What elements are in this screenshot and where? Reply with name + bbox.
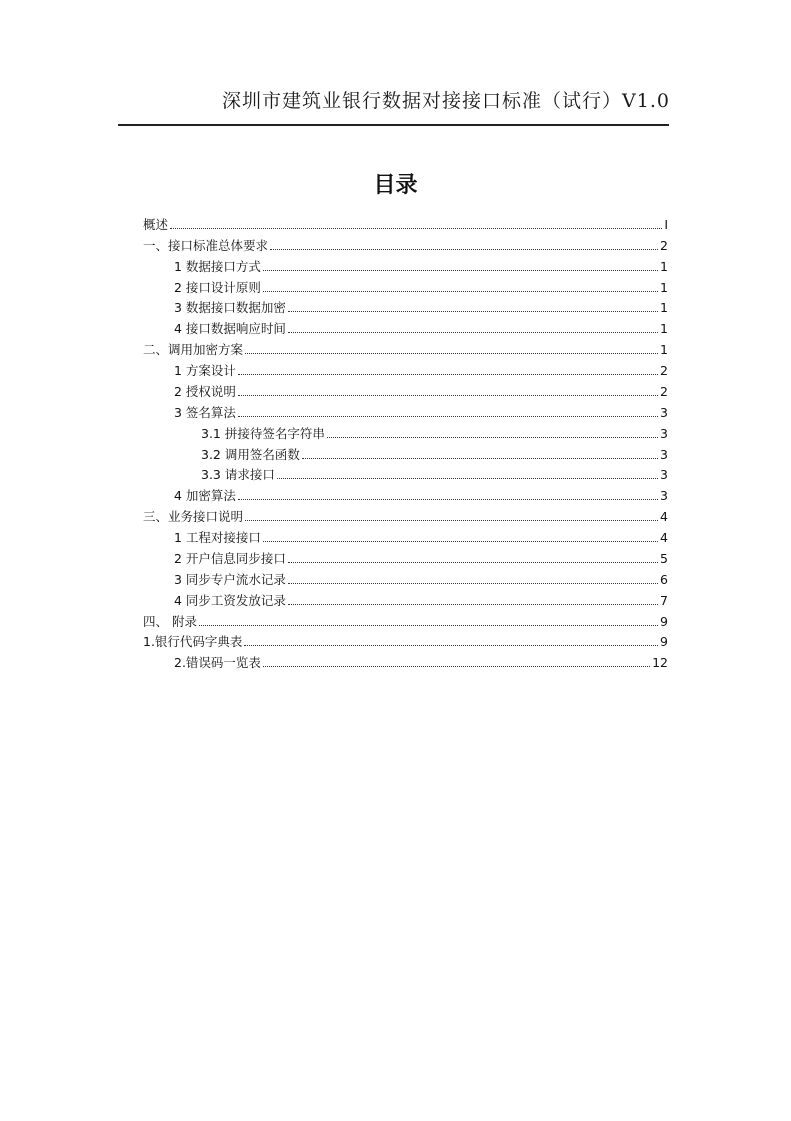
toc-entry-label: 4 接口数据响应时间 (174, 321, 286, 337)
toc-entry-label: 1 方案设计 (174, 363, 236, 378)
toc-entry[interactable] (143, 588, 668, 609)
toc-entry-page-number: 2 (660, 237, 668, 253)
toc-entry-page-number: 3 (660, 446, 668, 462)
toc-entry[interactable] (143, 296, 668, 317)
toc-entry-label: 2.错误码一览表 (174, 655, 261, 671)
toc-dot-leader (288, 562, 658, 563)
toc-entry[interactable] (143, 650, 668, 671)
toc-entry[interactable] (143, 442, 668, 463)
toc-entry-page-number: 3 (660, 467, 668, 483)
toc-entry-label: 1.银行代码字典表 (143, 634, 243, 650)
toc-entry-page-number: 1 (660, 258, 668, 274)
toc-entry-label: 3.3 请求接口 (201, 467, 275, 483)
toc-entry-label: 概述 (143, 216, 169, 232)
toc-entry-page-number: 3 (660, 404, 668, 420)
toc-entry-page-number: 3 (660, 425, 668, 441)
toc-dot-leader (245, 520, 658, 521)
toc-dot-leader (244, 645, 658, 646)
toc-dot-leader (277, 478, 658, 479)
toc-entry[interactable] (143, 358, 668, 379)
toc-entry-page-number: 5 (660, 550, 668, 566)
toc-entry[interactable] (143, 212, 668, 233)
toc-entry[interactable] (143, 546, 668, 567)
toc-entry-page-number: 7 (660, 592, 668, 608)
toc-entry-label: 一、接口标准总体要求 (143, 237, 269, 253)
toc-entry-page-number: 4 (660, 530, 668, 545)
toc-entry-page-number: 1 (660, 300, 668, 316)
toc-entry-label: 3 同步专户流水记录 (174, 571, 286, 587)
toc-entry-page-number: 9 (660, 613, 668, 629)
toc-entry[interactable] (143, 337, 668, 358)
toc-entry[interactable] (143, 254, 668, 275)
toc-dot-leader (245, 353, 658, 354)
toc-entry-page-number: 6 (660, 571, 668, 587)
toc-entry[interactable] (143, 525, 668, 546)
toc-entry[interactable] (143, 504, 668, 525)
toc-entry-label: 3.1 拼接待签名字符串 (201, 425, 325, 441)
toc-entry-page-number: 2 (660, 363, 668, 378)
toc-entry-page-number: 9 (660, 634, 668, 650)
toc-entry[interactable] (143, 463, 668, 484)
toc-entry[interactable] (143, 630, 668, 651)
toc-dot-leader (263, 270, 658, 271)
toc-dot-leader (288, 332, 658, 333)
toc-entry-page-number: 1 (660, 342, 668, 358)
toc-dot-leader (238, 416, 658, 417)
toc-dot-leader (288, 311, 658, 312)
toc-title: 目录 (373, 173, 418, 198)
document-header-title: 深圳市建筑业银行数据对接接口标准（试行）V1.0 (222, 90, 670, 112)
toc-entry-page-number: 1 (660, 279, 668, 295)
toc-entry-page-number: 12 (652, 655, 668, 671)
toc-dot-leader (263, 291, 658, 292)
toc-entry[interactable] (143, 379, 668, 400)
toc-entry[interactable] (143, 567, 668, 588)
toc-entry-label: 1 工程对接接口 (174, 530, 261, 545)
header-rule (118, 124, 669, 126)
toc-entry-label: 2 接口设计原则 (174, 279, 261, 295)
toc-dot-leader (270, 249, 658, 250)
toc-entry-label: 3 数据接口数据加密 (174, 300, 286, 316)
toc-entry-label: 2 开户信息同步接口 (174, 550, 286, 566)
toc-entry[interactable] (143, 609, 668, 630)
toc-entry-page-number: 2 (660, 383, 668, 399)
toc-entry[interactable] (143, 400, 668, 421)
toc-entry-label: 3.2 调用签名函数 (201, 446, 300, 462)
toc-entry[interactable] (143, 421, 668, 442)
toc-dot-leader (327, 437, 658, 438)
toc-dot-leader (302, 458, 658, 459)
toc-dot-leader (288, 583, 658, 584)
toc-dot-leader (263, 541, 658, 542)
toc-entry[interactable] (143, 233, 668, 254)
toc-entry-page-number: 1 (660, 321, 668, 337)
toc-dot-leader (238, 395, 658, 396)
toc-entry[interactable] (143, 316, 668, 337)
toc-entry-page-number: 3 (660, 488, 668, 504)
toc-dot-leader (238, 499, 658, 500)
toc-entry[interactable] (143, 275, 668, 296)
toc-dot-leader (238, 374, 658, 375)
toc-entry-label: 3 签名算法 (174, 404, 236, 420)
toc-entry-label: 2 授权说明 (174, 383, 236, 399)
toc-entry-label: 4 加密算法 (174, 488, 236, 504)
table-of-contents (143, 212, 668, 671)
toc-entry-label: 二、调用加密方案 (143, 342, 244, 358)
toc-dot-leader (199, 625, 658, 626)
toc-entry[interactable] (143, 483, 668, 504)
toc-entry-page-number: 4 (660, 509, 668, 525)
toc-entry-label: 三、业务接口说明 (143, 509, 244, 525)
toc-dot-leader (170, 228, 662, 229)
toc-entry-page-number: I (664, 216, 668, 232)
toc-entry-label: 4 同步工资发放记录 (174, 592, 286, 608)
toc-entry-label: 四、 附录 (143, 613, 197, 629)
toc-entry-label: 1 数据接口方式 (174, 258, 261, 274)
toc-dot-leader (263, 666, 650, 667)
toc-dot-leader (288, 604, 658, 605)
